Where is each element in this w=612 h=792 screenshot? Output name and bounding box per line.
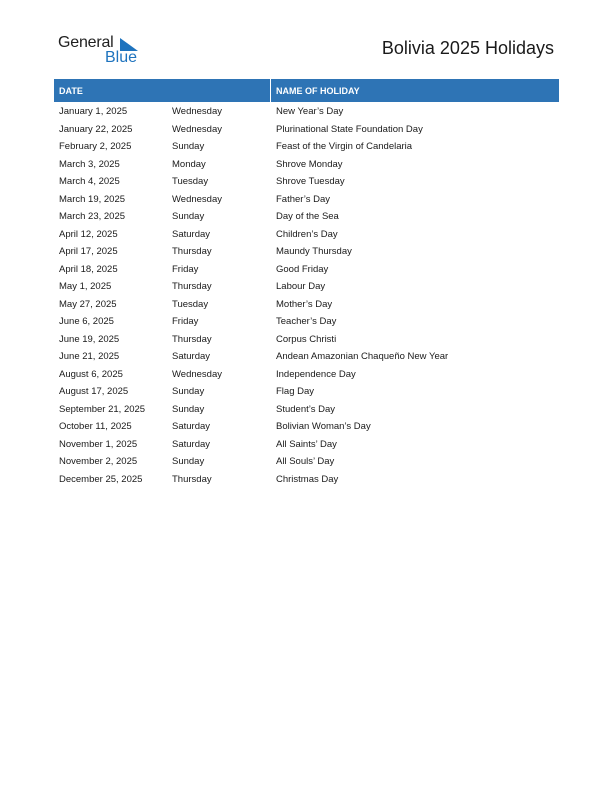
row-weekday: Wednesday — [172, 123, 222, 135]
row-holiday-name: All Saints’ Day — [276, 438, 337, 450]
row-weekday: Friday — [172, 316, 199, 327]
row-weekday: Sunday — [172, 211, 205, 222]
row-holiday-name: Shrove Tuesday — [276, 176, 345, 187]
table-row — [54, 312, 559, 330]
row-holiday-name: Plurinational State Foundation Day — [276, 123, 423, 135]
row-date: June 6, 2025 — [59, 316, 114, 327]
row-holiday-name: Bolivian Woman’s Day — [276, 421, 371, 432]
row-holiday-name: Flag Day — [276, 386, 315, 397]
row-date: April 17, 2025 — [59, 246, 118, 257]
row-holiday-name: Student’s Day — [276, 403, 335, 415]
table-row — [54, 225, 559, 243]
row-holiday-name: Feast of the Virgin of Candelaria — [276, 141, 413, 152]
table-row — [54, 137, 559, 155]
row-holiday-name: New Year’s Day — [276, 106, 344, 117]
logo-word-general: General — [58, 34, 114, 51]
row-date: August 17, 2025 — [59, 386, 129, 397]
row-weekday: Saturday — [172, 228, 211, 240]
table-row — [54, 295, 559, 313]
table-row — [54, 190, 559, 208]
header-date: DATE — [59, 86, 83, 96]
row-holiday-name: Day of the Sea — [276, 211, 339, 222]
row-weekday: Monday — [172, 158, 206, 170]
row-weekday: Thursday — [172, 281, 212, 292]
row-date: May 27, 2025 — [59, 298, 117, 310]
row-date: August 6, 2025 — [59, 368, 123, 380]
row-holiday-name: Shrove Monday — [276, 158, 343, 170]
row-date: March 19, 2025 — [59, 193, 126, 205]
logo — [58, 34, 148, 68]
row-holiday-name: Mother’s Day — [276, 298, 333, 310]
table-row — [54, 347, 559, 365]
table-row — [54, 120, 559, 138]
table-row — [54, 470, 559, 488]
row-weekday: Sunday — [172, 386, 205, 397]
row-date: December 25, 2025 — [59, 473, 143, 485]
table-row — [54, 435, 559, 453]
row-date: January 22, 2025 — [59, 123, 133, 135]
table-row — [54, 172, 559, 190]
table-header — [54, 79, 559, 102]
row-holiday-name: Teacher’s Day — [276, 316, 337, 327]
row-date: November 1, 2025 — [59, 438, 138, 450]
row-holiday-name: Father’s Day — [276, 193, 331, 205]
table-row — [54, 365, 559, 383]
row-date: April 12, 2025 — [59, 228, 118, 240]
row-date: February 2, 2025 — [59, 141, 132, 152]
table-row — [54, 330, 559, 348]
row-weekday: Saturday — [172, 351, 211, 362]
table-row — [54, 260, 559, 278]
row-weekday: Thursday — [172, 246, 212, 257]
table-row — [54, 242, 559, 260]
holiday-table — [54, 79, 559, 487]
table-row — [54, 277, 559, 295]
row-date: March 23, 2025 — [59, 211, 126, 222]
row-weekday: Wednesday — [172, 368, 222, 380]
row-weekday: Sunday — [172, 141, 205, 152]
row-weekday: Sunday — [172, 403, 205, 415]
header-divider — [270, 79, 271, 102]
table-row — [54, 207, 559, 225]
row-weekday: Tuesday — [172, 298, 209, 310]
table-body — [54, 102, 559, 487]
row-date: March 3, 2025 — [59, 158, 120, 170]
row-date: November 2, 2025 — [59, 456, 138, 467]
row-holiday-name: Independence Day — [276, 368, 356, 380]
row-date: April 18, 2025 — [59, 263, 118, 275]
row-date: September 21, 2025 — [59, 403, 146, 415]
logo-word-blue: Blue — [105, 49, 138, 66]
row-date: October 11, 2025 — [59, 421, 132, 432]
row-weekday: Tuesday — [172, 176, 209, 187]
row-weekday: Sunday — [172, 456, 205, 467]
row-weekday: Friday — [172, 263, 199, 275]
row-date: June 21, 2025 — [59, 351, 120, 362]
table-row — [54, 400, 559, 418]
row-holiday-name: All Souls’ Day — [276, 456, 335, 467]
row-holiday-name: Good Friday — [276, 263, 329, 275]
row-weekday: Wednesday — [172, 193, 222, 205]
row-date: March 4, 2025 — [59, 176, 120, 187]
row-weekday: Thursday — [172, 333, 212, 345]
row-holiday-name: Children’s Day — [276, 228, 338, 240]
row-holiday-name: Andean Amazonian Chaqueño New Year — [276, 351, 449, 362]
row-weekday: Saturday — [172, 421, 211, 432]
row-date: May 1, 2025 — [59, 281, 112, 292]
table-row — [54, 382, 559, 400]
row-weekday: Thursday — [172, 473, 212, 485]
table-row — [54, 452, 559, 470]
header-holiday-name: NAME OF HOLIDAY — [276, 86, 360, 96]
row-weekday: Saturday — [172, 438, 211, 450]
row-date: January 1, 2025 — [59, 106, 128, 117]
row-holiday-name: Maundy Thursday — [276, 246, 352, 257]
table-row — [54, 417, 559, 435]
table-row — [54, 155, 559, 173]
row-weekday: Wednesday — [172, 106, 222, 117]
row-date: June 19, 2025 — [59, 333, 120, 345]
table-row — [54, 102, 559, 120]
page-title: Bolivia 2025 Holidays — [381, 38, 554, 58]
row-holiday-name: Christmas Day — [276, 473, 339, 485]
row-holiday-name: Corpus Christi — [276, 333, 337, 345]
row-holiday-name: Labour Day — [276, 281, 326, 292]
